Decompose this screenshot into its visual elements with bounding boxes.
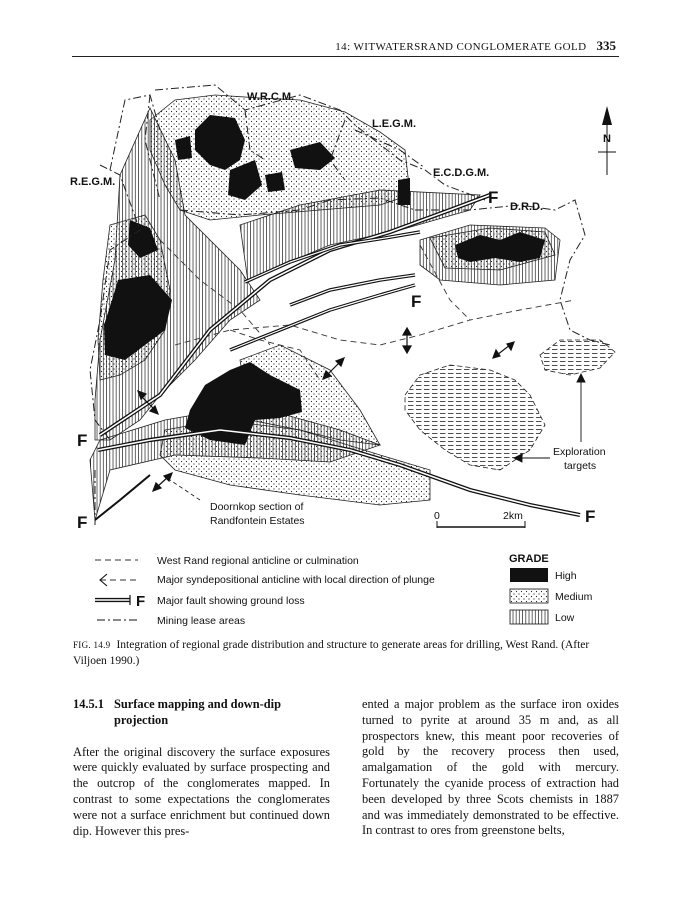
grade-medium-label: Medium: [555, 591, 593, 603]
grade-legend-title: GRADE: [509, 553, 549, 565]
legend-plunge-symbol: [100, 574, 138, 586]
figure-number: FIG. 14.9: [73, 640, 111, 650]
high-grade-patch-north-4: [175, 136, 192, 160]
label-regm: R.E.G.M.: [70, 176, 116, 188]
high-grade-patch-north-5: [265, 172, 285, 192]
legend-anticline-label: West Rand regional anticline or culmination: [157, 555, 359, 567]
exploration-target-main: [405, 365, 545, 470]
grade-medium-swatch: [510, 589, 548, 603]
right-column: [362, 697, 619, 839]
fault-label-west: F: [77, 431, 88, 450]
exploration-target-east: [540, 340, 615, 375]
grade-low-swatch: [510, 610, 548, 624]
label-drd: D.R.D.: [510, 201, 543, 213]
high-grade-patch-ecdgm: [398, 178, 410, 205]
legend-lease-label: Mining lease areas: [157, 615, 246, 627]
left-paragraph: After the original discovery the surface exposures were quickly evaluated by surface prospecting and the outcrop of the conglomerates mapped. In contrast to some expectations the conglomerates were not a surface enrichment but continued down dip. However this pres-: [73, 744, 330, 838]
fault-label-east: F: [585, 507, 596, 526]
left-column: [73, 697, 330, 839]
legend-plunge-label: Major syndepositional anticline with local direction of plunge: [157, 574, 435, 586]
doornkop-label-line1: Doornkop section of: [210, 501, 304, 513]
grade-high-swatch: [510, 568, 548, 582]
page-number: 335: [596, 38, 616, 53]
scale-bar: [434, 510, 525, 528]
exploration-label-line1: Exploration: [553, 446, 606, 458]
north-arrow: [598, 106, 616, 175]
fault-label-central: F: [411, 292, 422, 311]
figure-caption: [73, 637, 618, 669]
fault-label-southwest: F: [77, 513, 88, 532]
running-title: 14: WITWATERSRAND CONGLOMERATE GOLD: [335, 41, 587, 53]
section-heading: [73, 697, 330, 729]
doornkop-label-line2: Randfontein Estates: [210, 515, 305, 527]
section-title: Surface mapping and down-dip projection: [113, 697, 281, 727]
legend-fault-symbol: [95, 593, 145, 610]
grade-legend: [509, 553, 593, 624]
grade-low-label: Low: [555, 612, 575, 624]
label-wrcm: W.R.C.M.: [247, 91, 295, 103]
structure-legend: [95, 555, 435, 627]
north-label: N: [603, 133, 611, 145]
caption-text: Integration of regional grade distribution and structure to generate areas for drilling, West Rand. (After Viljoen 1990.): [73, 639, 590, 667]
legend-fault-f: F: [136, 593, 146, 610]
exploration-label-line2: targets: [564, 460, 597, 472]
label-ecdgm: E.C.D.G.M.: [433, 167, 490, 179]
scale-start: 0: [434, 510, 440, 522]
grade-high-label: High: [555, 570, 577, 582]
scale-end: 2km: [503, 510, 523, 522]
label-legm: L.E.G.M.: [372, 118, 416, 130]
right-paragraph: ented a major problem as the surface iron oxides turned to pyrite at around 35 m and, as all prospectors knew, this meant poor recoveries of gold by the recovery process then used, amalgamation of the gold with mercury. Fortunately the cyanide process of extraction had been developed by three Scots chemists in 1887 and was immediately demonstrated to be effective. In contrast to ores from greenstone belts,: [362, 697, 619, 838]
section-number: 14.5.1: [73, 697, 104, 711]
legend-fault-label: Major fault showing ground loss: [157, 595, 305, 607]
fault-label-north: F: [488, 188, 499, 207]
